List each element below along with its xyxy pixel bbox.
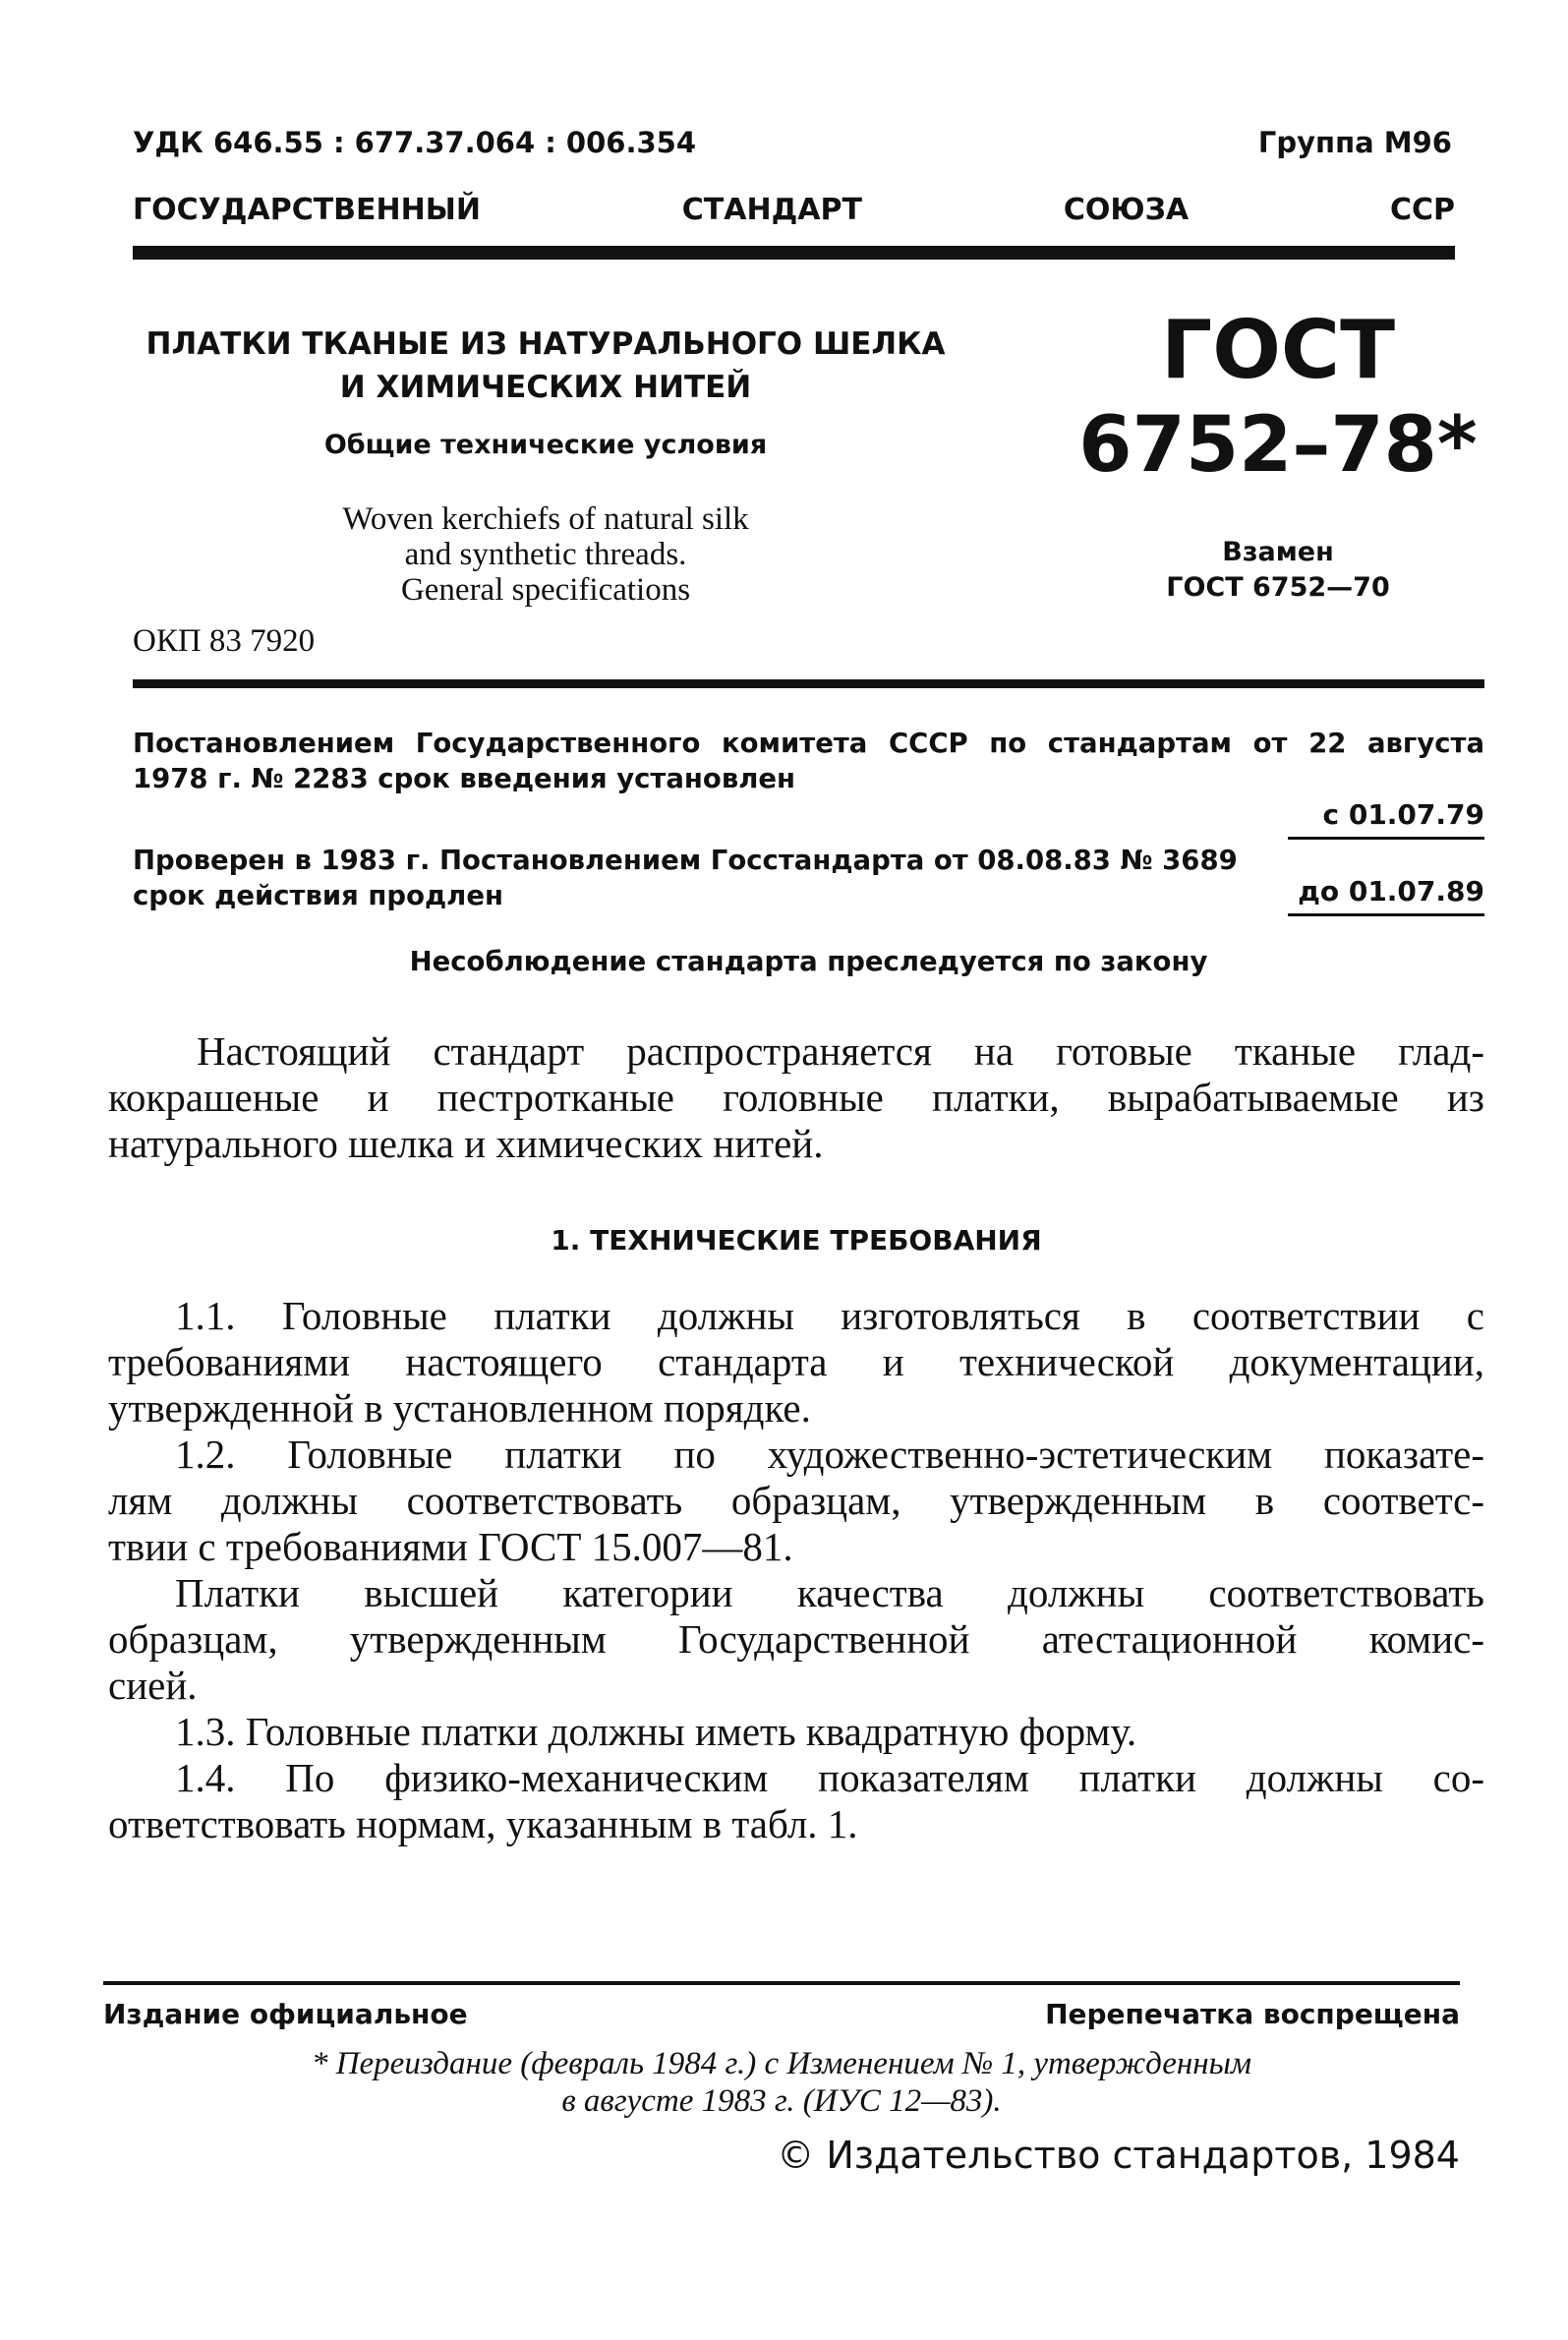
body-line: кокрашеные и пестротканые головные платки, вырабатываемые из: [108, 1075, 1484, 1120]
body-line: требованиями настоящего стандарта и технической документации,: [108, 1339, 1484, 1384]
body-line: Настоящий стандарт распространяется на готовые тканые глад-: [197, 1028, 1484, 1074]
body-line: 1.3. Головные платки должны иметь квадратную форму.: [175, 1709, 1137, 1754]
document-title: [133, 322, 958, 409]
udk-code: УДК 646.55 : 677.37.064 : 006.354: [133, 126, 697, 159]
official-edition-label: Издание официальное: [103, 1998, 468, 2030]
title-line: И ХИМИЧЕСКИХ НИТЕЙ: [339, 370, 752, 405]
footnote: [103, 2045, 1460, 2120]
gost-number: 6752–78*: [1078, 401, 1478, 490]
legal-warning: Несоблюдение стандарта преследуется по закону: [409, 946, 1208, 977]
requirements-text: [108, 1293, 1484, 1847]
english-title-line: and synthetic threads.: [404, 537, 687, 572]
replaces-label: Взамен: [1222, 537, 1334, 567]
footnote-line: * Переиздание (февраль 1984 г.) с Изменением № 1, утвержденным: [311, 2046, 1252, 2081]
body-line: сией.: [108, 1663, 198, 1708]
english-title-line: General specifications: [400, 572, 691, 608]
body-line: твии с требованиями ГОСТ 15.007—81.: [108, 1524, 793, 1569]
english-title: [133, 501, 958, 608]
decree-line: 1978 г. № 2283 срок введения установлен: [133, 763, 796, 794]
intro-paragraph: [108, 1028, 1484, 1167]
state-title-word: СТАНДАРТ: [681, 193, 862, 227]
body-line: 1.2. Головные платки по художественно-эстетическим показате-: [175, 1432, 1484, 1477]
body-line: лям должны соответствовать образцам, утвержденным в соответс-: [108, 1478, 1484, 1523]
body-line: 1.4. По физико-механическим показателям платки должны со-: [175, 1755, 1484, 1800]
decree-line: Постановлением Государственного комитета СССР по стандартам от 22 августа: [133, 728, 1484, 759]
body-line: образцам, утвержденным Государственной атестационной комис-: [108, 1616, 1484, 1662]
body-line: утвержденной в установленном порядке.: [108, 1385, 811, 1431]
title-line: ПЛАТКИ ТКАНЫЕ ИЗ НАТУРАЛЬНОГО ШЕЛКА: [145, 326, 946, 362]
reprint-prohibited-label: Перепечатка воспрещена: [1045, 1998, 1460, 2030]
decree-text: [133, 726, 1484, 796]
group-code: Группа М96: [1257, 126, 1452, 159]
replaces-value: ГОСТ 6752—70: [1166, 572, 1390, 603]
state-title-word: ССР: [1389, 193, 1455, 227]
date-to: до 01.07.89: [1288, 875, 1484, 916]
okp-code: ОКП 83 7920: [133, 623, 316, 659]
date-from: с 01.07.79: [1288, 798, 1484, 840]
body-line: натурального шелка и химических нитей.: [108, 1121, 824, 1166]
footer-rule: [103, 1981, 1460, 1985]
divider: [133, 679, 1484, 688]
document-subtitle: Общие технические условия: [323, 430, 768, 460]
state-title-word: СОЮЗА: [1063, 193, 1190, 227]
body-line: Платки высшей категории качества должны соответствовать: [175, 1570, 1484, 1615]
header-rule: [133, 246, 1455, 260]
checked-text: [133, 843, 1263, 913]
state-standard-title: [133, 193, 1455, 227]
body-line: 1.1. Головные платки должны изготовляться в соответствии с: [175, 1293, 1484, 1338]
section-title: 1. ТЕХНИЧЕСКИЕ ТРЕБОВАНИЯ: [551, 1224, 1042, 1257]
state-title-word: ГОСУДАРСТВЕННЫЙ: [133, 193, 481, 227]
checked-line: Проверен в 1983 г. Постановлением Госстандарта от 08.08.83 № 3689: [133, 845, 1238, 876]
checked-line: срок действия продлен: [133, 880, 503, 911]
footnote-line: в августе 1983 г. (ИУС 12—83).: [561, 2083, 1002, 2119]
english-title-line: Woven kerchiefs of natural silk: [342, 501, 749, 537]
gost-label: ГОСТ: [1160, 304, 1396, 397]
body-line: ответствовать нормам, указанным в табл. 1.: [108, 1801, 858, 1846]
copyright: © Издательство стандартов, 1984: [777, 2134, 1460, 2177]
